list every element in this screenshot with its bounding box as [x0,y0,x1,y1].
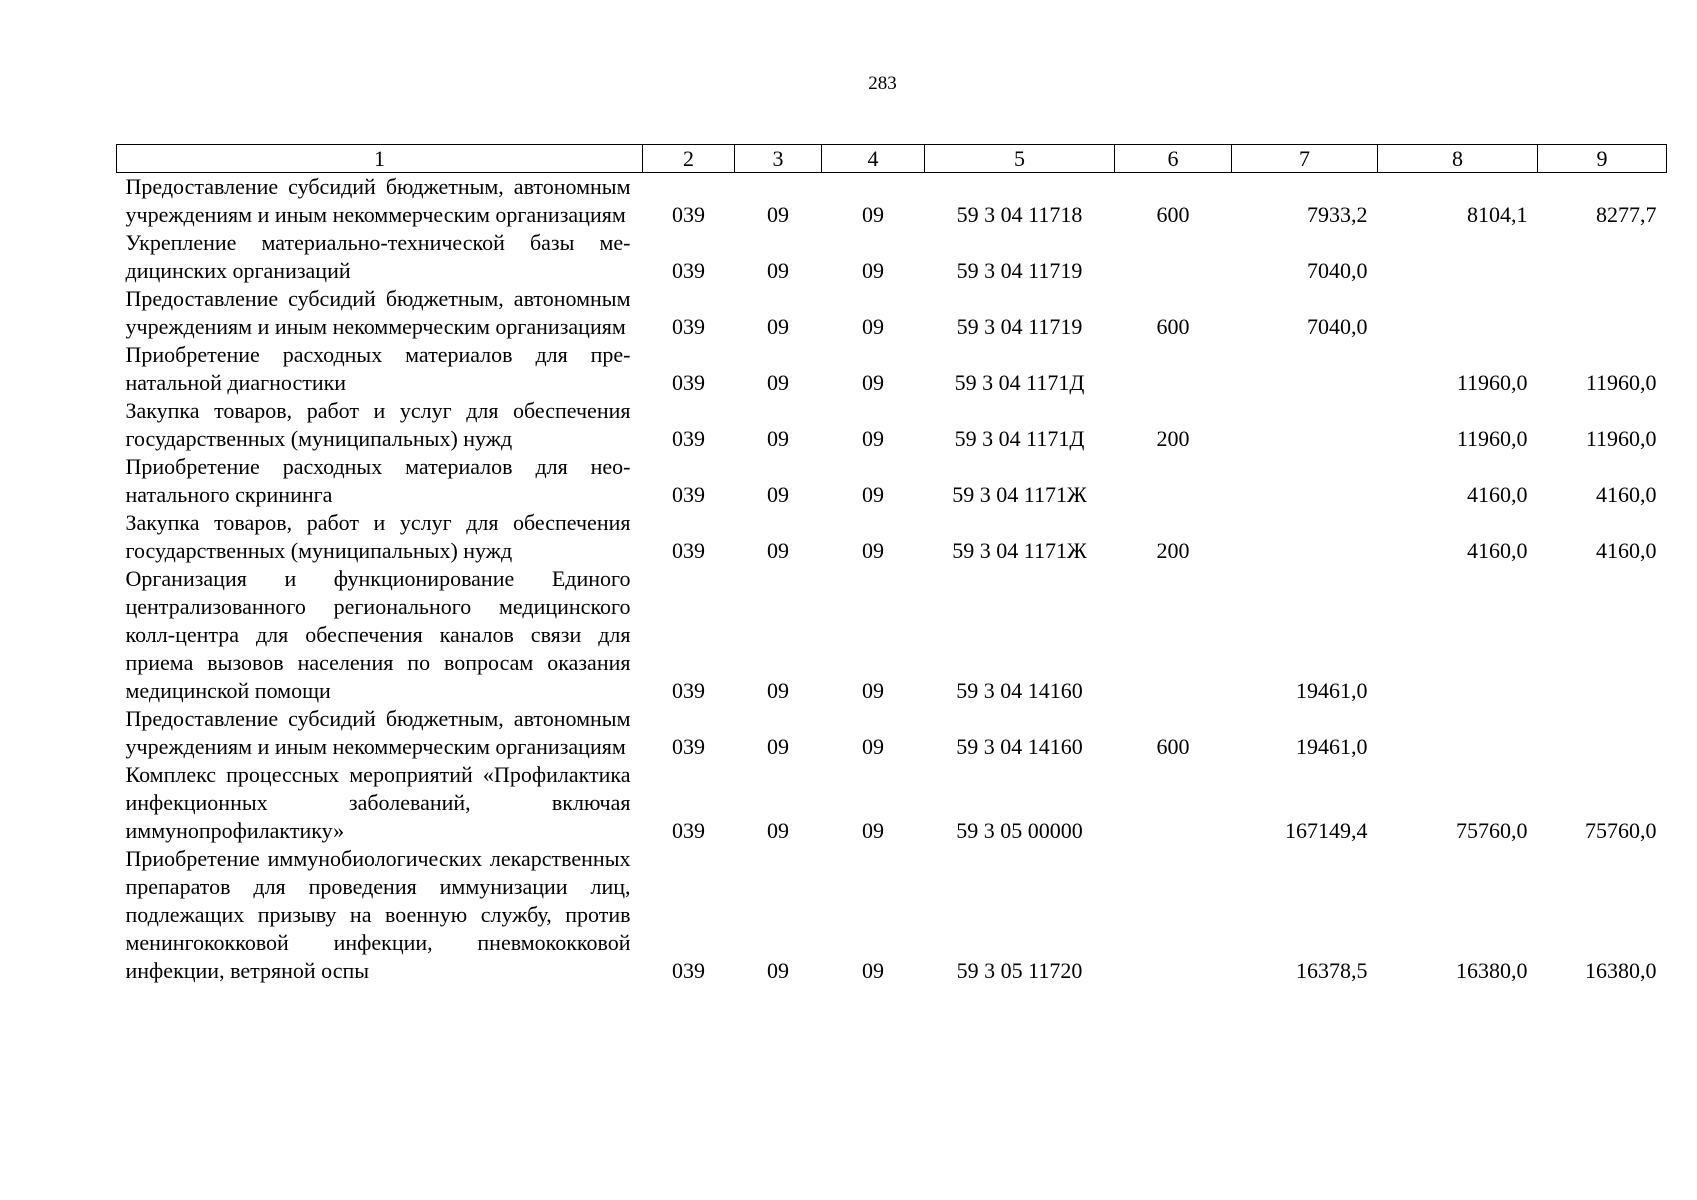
cell-section: 09 [767,258,789,283]
cell-ministry-code: 039 [672,202,705,227]
cell-expense-type [1115,845,1232,985]
cell-amount-year-3 [1538,705,1667,761]
cell-amount-year-3: 4160,0 [1596,482,1657,507]
cell-target-article: 59 3 04 11718 [956,202,1083,227]
cell-amount-year-1: 19461,0 [1296,734,1368,759]
column-header-2: 2 [643,145,735,173]
cell-amount-year-3 [1538,565,1667,705]
cell-amount-year-3: 8277,7 [1596,202,1657,227]
table-header [117,145,1667,173]
cell-amount-year-1 [1232,509,1378,565]
column-header-7: 7 [1232,145,1378,173]
cell-section: 09 [767,958,789,983]
cell-ministry-code: 039 [672,482,705,507]
cell-amount-year-1 [1232,341,1378,397]
cell-amount-year-3: 75760,0 [1585,818,1657,843]
cell-expense-type: 600 [1156,202,1190,227]
cell-target-article: 59 3 04 11719 [956,258,1083,283]
cell-subsection: 09 [862,958,884,983]
cell-expense-type [1115,565,1232,705]
cell-ministry-code: 039 [672,426,705,451]
cell-amount-year-2: 8104,1 [1467,202,1528,227]
row-name: Предоставление субсидий бюджетным, автономным учреждениям и иным некоммерческим организациям [125,174,631,227]
cell-ministry-code: 039 [672,258,705,283]
cell-subsection: 09 [862,426,884,451]
cell-section: 09 [767,734,789,759]
table-row [117,173,1667,230]
budget-table [116,144,1667,985]
cell-amount-year-1 [1232,397,1378,453]
cell-amount-year-2: 11960,0 [1456,426,1528,451]
page-number: 283 [868,73,897,94]
column-header-8: 8 [1378,145,1538,173]
cell-subsection: 09 [862,482,884,507]
row-name: Комплекс процессных мероприятий «Профилактика инфекционных заболеваний, включая иммунопрофилактику» [125,762,631,843]
cell-expense-type: 600 [1156,734,1190,759]
cell-amount-year-2: 4160,0 [1467,482,1528,507]
cell-target-article: 59 3 04 14160 [956,734,1083,759]
cell-target-article: 59 3 05 00000 [956,818,1083,843]
cell-expense-type: 200 [1156,426,1190,451]
column-header-4: 4 [822,145,925,173]
cell-section: 09 [767,482,789,507]
cell-target-article: 59 3 05 11720 [956,958,1083,983]
column-header-9: 9 [1538,145,1667,173]
column-header-1: 1 [117,145,643,173]
row-name: Приобретение иммунобиологических лекарственных препаратов для проведения иммунизации лиц, подлежащих призыву на военную службу, против менингококковой инфекции, пневмококковой инфекции, ветряной оспы [125,846,631,983]
row-name: Приобретение расходных материалов для пренатальной диагностики [125,342,631,395]
cell-amount-year-2 [1378,285,1538,341]
cell-subsection: 09 [862,314,884,339]
cell-amount-year-1: 16378,5 [1296,958,1368,983]
cell-amount-year-2: 75760,0 [1456,818,1528,843]
cell-amount-year-2: 4160,0 [1467,538,1528,563]
row-name: Предоставление субсидий бюджетным, автономным учреждениям и иным некоммерческим организациям [125,286,631,339]
cell-amount-year-1: 7040,0 [1307,314,1368,339]
cell-expense-type [1115,229,1232,285]
cell-amount-year-2: 11960,0 [1456,370,1528,395]
cell-expense-type [1115,341,1232,397]
row-name: Организация и функционирование Единого централизованного регионального медицинского колл-центра для обеспечения каналов связи для приема вызовов населения по вопросам оказания медицинской помощи [125,566,631,703]
cell-ministry-code: 039 [672,958,705,983]
column-header-5: 5 [925,145,1115,173]
cell-expense-type: 600 [1156,314,1190,339]
cell-section: 09 [767,818,789,843]
cell-section: 09 [767,202,789,227]
cell-amount-year-2 [1378,565,1538,705]
table-row [117,845,1667,985]
cell-ministry-code: 039 [672,818,705,843]
table-row [117,341,1667,397]
cell-subsection: 09 [862,734,884,759]
cell-amount-year-3 [1538,229,1667,285]
column-header-6: 6 [1115,145,1232,173]
cell-amount-year-1: 7040,0 [1307,258,1368,283]
cell-ministry-code: 039 [672,734,705,759]
cell-subsection: 09 [862,818,884,843]
table-row [117,397,1667,453]
cell-amount-year-3: 11960,0 [1585,370,1657,395]
table-row [117,761,1667,845]
cell-subsection: 09 [862,202,884,227]
cell-target-article: 59 3 04 1171Ж [952,538,1087,563]
cell-subsection: 09 [862,538,884,563]
cell-expense-type [1115,453,1232,509]
cell-ministry-code: 039 [672,370,705,395]
table-row [117,285,1667,341]
table-row [117,229,1667,285]
cell-amount-year-1: 7933,2 [1307,202,1368,227]
cell-amount-year-2 [1378,229,1538,285]
row-name: Закупка товаров, работ и услуг для обеспечения государственных (муниципальных) нужд [125,398,631,451]
cell-amount-year-2: 16380,0 [1456,958,1528,983]
cell-section: 09 [767,678,789,703]
table-body [117,173,1667,986]
cell-subsection: 09 [862,370,884,395]
cell-amount-year-2 [1378,705,1538,761]
cell-target-article: 59 3 04 11719 [956,314,1083,339]
cell-amount-year-3: 16380,0 [1585,958,1657,983]
cell-subsection: 09 [862,258,884,283]
cell-target-article: 59 3 04 14160 [956,678,1083,703]
cell-section: 09 [767,538,789,563]
cell-subsection: 09 [862,678,884,703]
row-name: Укрепление материально-технической базы медицинских организаций [125,230,631,283]
table-row [117,509,1667,565]
table-row [117,705,1667,761]
cell-section: 09 [767,314,789,339]
cell-section: 09 [767,370,789,395]
cell-amount-year-1 [1232,453,1378,509]
row-name: Приобретение расходных материалов для неонатального скрининга [125,454,631,507]
cell-expense-type [1115,761,1232,845]
cell-amount-year-3: 11960,0 [1585,426,1657,451]
row-name: Закупка товаров, работ и услуг для обеспечения государственных (муниципальных) нужд [125,510,631,563]
cell-amount-year-3: 4160,0 [1596,538,1657,563]
cell-target-article: 59 3 04 1171Д [954,370,1085,395]
cell-target-article: 59 3 04 1171Ж [952,482,1087,507]
table-row [117,453,1667,509]
cell-ministry-code: 039 [672,314,705,339]
cell-amount-year-1: 19461,0 [1296,678,1368,703]
row-name: Предоставление субсидий бюджетным, автономным учреждениям и иным некоммерческим организациям [125,706,631,759]
cell-ministry-code: 039 [672,538,705,563]
column-header-3: 3 [735,145,822,173]
header-row [117,145,1667,173]
cell-expense-type: 200 [1156,538,1190,563]
cell-amount-year-1: 167149,4 [1285,818,1368,843]
cell-ministry-code: 039 [672,678,705,703]
cell-section: 09 [767,426,789,451]
table-row [117,565,1667,705]
cell-target-article: 59 3 04 1171Д [954,426,1085,451]
cell-amount-year-3 [1538,285,1667,341]
